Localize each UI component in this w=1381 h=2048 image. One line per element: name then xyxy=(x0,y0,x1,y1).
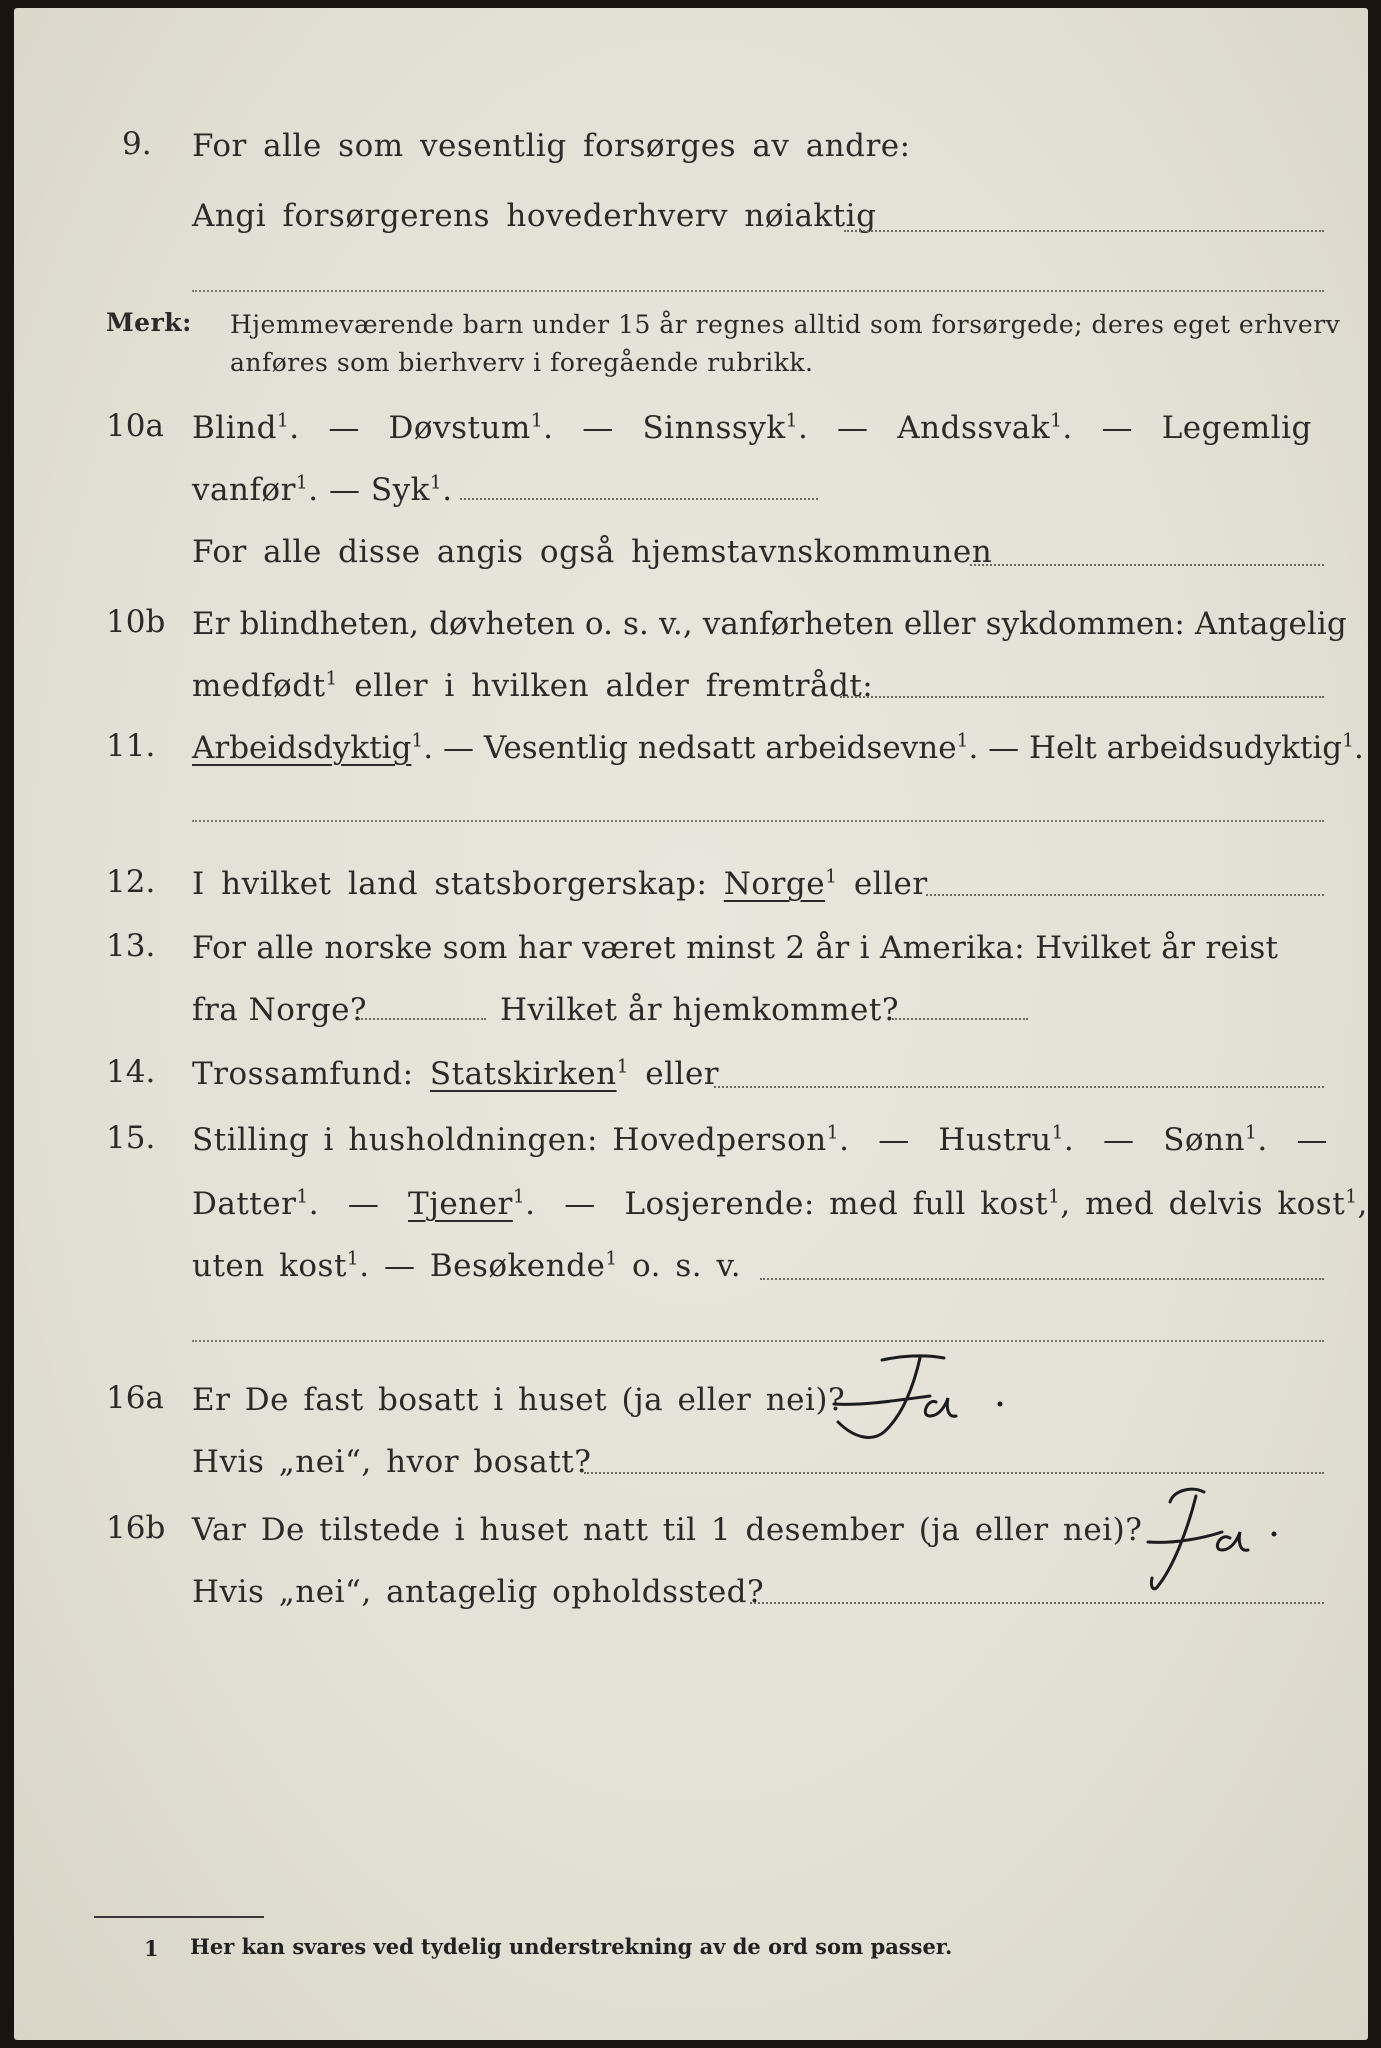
q16b-number: 16b xyxy=(106,1510,166,1546)
q10a-andssvak[interactable]: Andssvak xyxy=(897,410,1051,446)
q13-line2a: fra Norge? xyxy=(192,992,368,1028)
q14-answer-line[interactable] xyxy=(714,1086,1324,1088)
q10a-line2: vanfør$^1$. — Syk$^1$. xyxy=(192,472,453,508)
q12-norge[interactable]: Norge xyxy=(723,866,826,902)
q15-besokende[interactable]: Besøkende xyxy=(429,1248,606,1284)
footnote-separator xyxy=(94,1916,264,1918)
q11-line: Arbeidsdyktig$^1$. — Vesentlig nedsatt arbeidsevne$^1$. — Helt arbeidsudyktig$^1$. xyxy=(192,730,1364,766)
q15-hovedperson[interactable]: Hovedperson xyxy=(612,1122,827,1158)
footnote-mark: 1 xyxy=(144,1936,159,1961)
q10a-dovstum[interactable]: Døvstum xyxy=(388,410,531,446)
q10b-line1: Er blindheten, døvheten o. s. v., vanførheten eller sykdommen: Antagelig xyxy=(192,606,1347,642)
merk-line2: anføres som bierhverv i foregående rubrikk. xyxy=(230,348,814,377)
q12-number: 12. xyxy=(106,864,156,900)
q13-number: 13. xyxy=(106,928,156,964)
q9-line2: Angi forsørgerens hovederhverv nøiaktig xyxy=(192,198,877,234)
q15-line2: Datter$^1$. — Tjener$^1$. — Losjerende: med full kost$^1$, med delvis kost$^1$, xyxy=(192,1186,1368,1222)
q15-delvis[interactable]: med delvis kost xyxy=(1085,1186,1346,1222)
q10b-line2: medfødt$^1$ eller i hvilken alder fremtrådt: xyxy=(192,668,874,704)
q11-arbeidsdyktig[interactable]: Arbeidsdyktig xyxy=(192,730,412,766)
q14-statskirken[interactable]: Statskirken xyxy=(429,1056,617,1092)
q16a-line2: Hvis „nei“, hvor bosatt? xyxy=(192,1444,592,1480)
q15-answer-line-2[interactable] xyxy=(192,1340,1324,1342)
census-form-page xyxy=(14,8,1368,2040)
q10a-line1: Blind$^1$. — Døvstum$^1$. — Sinnssyk$^1$. — Andssvak$^1$. — Legemlig xyxy=(192,410,1312,446)
q16b-line2: Hvis „nei“, antagelig opholdssted? xyxy=(192,1574,765,1610)
q15-number: 15. xyxy=(106,1120,156,1156)
q16a-answer-line[interactable] xyxy=(584,1472,1324,1474)
q15-datter[interactable]: Datter xyxy=(192,1186,297,1222)
q10a-line3: For alle disse angis også hjemstavnskommunen xyxy=(192,534,993,570)
q15-uten[interactable]: uten kost xyxy=(192,1248,347,1284)
footnote-text: Her kan svares ved tydelig understrekning av de ord som passer. xyxy=(190,1934,953,1959)
q13-reist-line[interactable] xyxy=(358,1018,486,1020)
merk-line1: Hjemmeværende barn under 15 år regnes alltid som forsørgede; deres eget erhverv xyxy=(230,310,1341,339)
q10b-number: 10b xyxy=(106,604,166,640)
q15-answer-line[interactable] xyxy=(760,1278,1324,1280)
q12-line: I hvilket land statsborgerskap: Norge$^1$ eller xyxy=(192,866,928,902)
q10a-blind[interactable]: Blind xyxy=(192,410,277,446)
q10b-medfodt[interactable]: medfødt xyxy=(192,668,326,704)
q9-answer-line-2[interactable] xyxy=(192,290,1324,292)
q11-nedsatt[interactable]: Vesentlig nedsatt arbeidsevne xyxy=(483,730,957,766)
q16b-handwritten-answer xyxy=(1114,1478,1314,1608)
q13-line1: For alle norske som har været minst 2 år i Amerika: Hvilket år reist xyxy=(192,930,1279,966)
q15-line1: Stilling i husholdningen: Hovedperson$^1$. — Hustru$^1$. — Sønn$^1$. — xyxy=(192,1122,1328,1158)
q16b-answer-line[interactable] xyxy=(750,1602,1324,1604)
q10a-syk[interactable]: Syk xyxy=(370,472,430,508)
q12-answer-line[interactable] xyxy=(926,894,1324,896)
q15-hustru[interactable]: Hustru xyxy=(938,1122,1052,1158)
q9-answer-line[interactable] xyxy=(844,230,1324,232)
q10a-sinnssyk[interactable]: Sinnssyk xyxy=(642,410,786,446)
merk-label: Merk: xyxy=(106,308,192,337)
q10a-vanfor[interactable]: vanfør xyxy=(192,472,296,508)
q9-line1: For alle som vesentlig forsørges av andre: xyxy=(192,128,911,164)
q14-line: Trossamfund: Statskirken$^1$ eller xyxy=(192,1056,720,1092)
q14-number: 14. xyxy=(106,1054,156,1090)
q11-udyktig[interactable]: Helt arbeidsudyktig xyxy=(1029,730,1343,766)
q10b-answer-line[interactable] xyxy=(840,696,1324,698)
q16a-handwritten-answer xyxy=(820,1346,1020,1446)
q13-line2b: Hvilket år hjemkommet? xyxy=(500,992,899,1028)
q10a-answer-line[interactable] xyxy=(460,498,818,500)
q10a-hjemstavn-line[interactable] xyxy=(970,564,1324,566)
q16a-line1: Er De fast bosatt i huset (ja eller nei)? xyxy=(192,1382,846,1418)
q15-sonn[interactable]: Sønn xyxy=(1163,1122,1246,1158)
q16a-number: 16a xyxy=(106,1380,164,1416)
q10a-number: 10a xyxy=(106,408,164,444)
q11-answer-line[interactable] xyxy=(192,820,1324,822)
q16b-line1: Var De tilstede i huset natt til 1 desember (ja eller nei)? xyxy=(192,1512,1143,1548)
q9-number: 9. xyxy=(122,126,152,162)
q10a-legemlig[interactable]: Legemlig xyxy=(1161,410,1312,446)
q11-number: 11. xyxy=(106,728,156,764)
q15-line3: uten kost$^1$. — Besøkende$^1$ o. s. v. xyxy=(192,1248,742,1284)
q15-tjener[interactable]: Tjener xyxy=(408,1186,513,1222)
q15-losjerende[interactable]: Losjerende: med full kost xyxy=(624,1186,1049,1222)
q13-hjemkommet-line[interactable] xyxy=(892,1018,1028,1020)
